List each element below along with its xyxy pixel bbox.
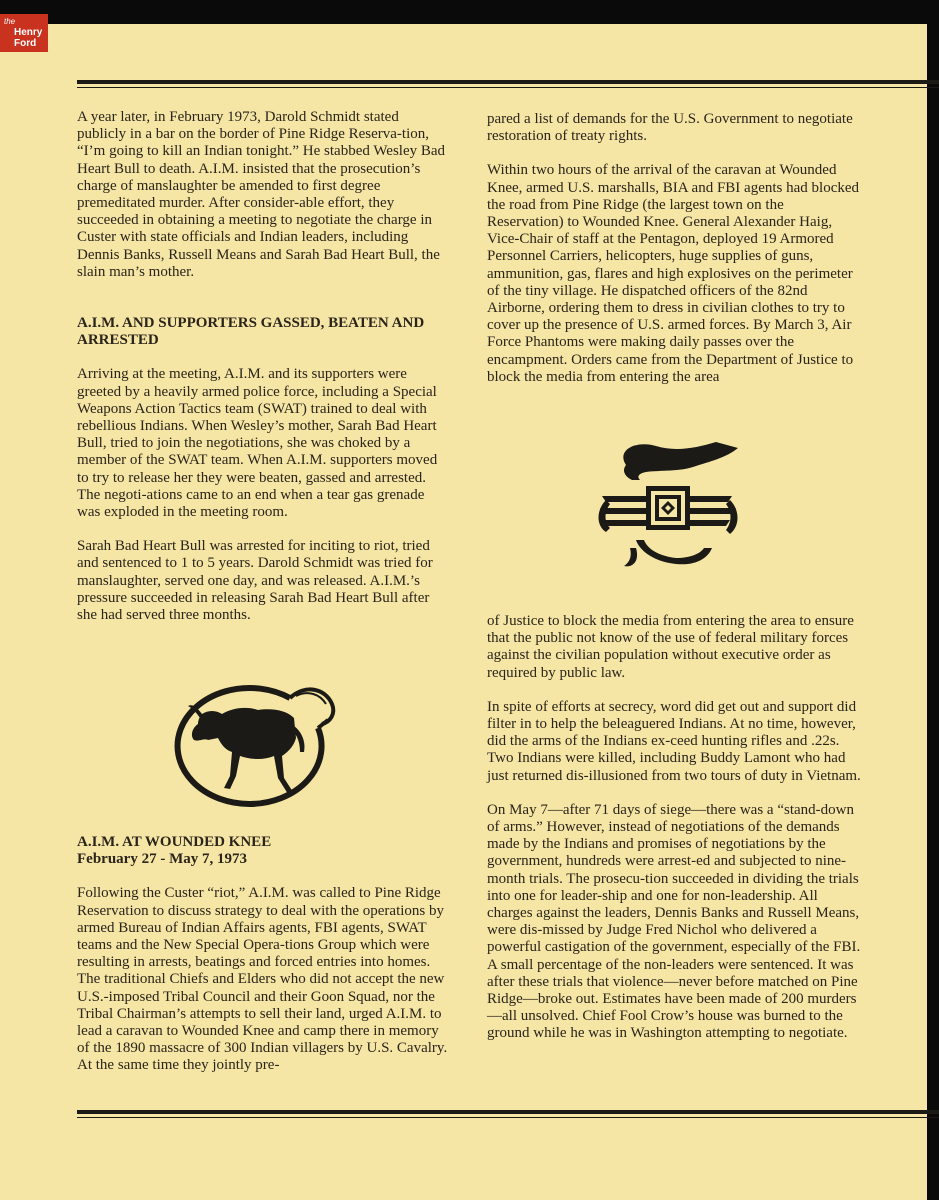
top-double-rule (77, 80, 939, 88)
left-paragraph-3: Sarah Bad Heart Bull was arrested for inciting to riot, tried and sentenced to 1 to 5 years. Darold Schmidt was tried for manslaughter, served one day, and was released. A.I.M.’s pressure succeeded in releasing Sarah Bad Heart Bull after she had served three months. (77, 538, 433, 624)
section-heading-wounded-knee (77, 834, 449, 868)
right-paragraph-2: Within two hours of the arrival of the caravan at Wounded Knee, armed U.S. marshalls, BIA and FBI agents had blocked the road from Pine Ridge (the largest town on the Reservation) to Wounded Knee. General Alexander Haig, Vice-Chair of staff at the Pentagon, deployed 19 Armored Personnel Carriers, helicopters, huge supplies of guns, ammunition, gas, flares and high explosives on the perimeter of the tiny village. He dispatched officers of the 82nd Airborne, ordering them to dress in civilian clothes to try to cover up the presence of U.S. armed forces. By March 3, Air Force Phantoms were making daily passes over the encampment. Orders came from the Department of Justice to block the media from entering the area (487, 162, 860, 385)
left-paragraph-4: Following the Custer “riot,” A.I.M. was called to Pine Ridge Reservation to discuss strategy to deal with the operations by armed Bureau of Indian Affairs agents, FBI agents, SWAT teams and the New Special Opera-tions Group which were resulting in arrests, beatings and forced entries into homes. The traditional Chiefs and Elders who did not accept the new U.S.-imposed Tribal Council and their Goon Squad, nor the Tribal Chairman’s attempts to sell their land, urged A.I.M. to lead a caravan to Wounded Knee and camp there in memory of the 1890 massacre of 300 Indian villagers by U.S. Cavalry. At the same time they jointly pre- (77, 885, 448, 1074)
right-column-top (487, 111, 862, 403)
section-heading-gassed: A.I.M. AND SUPPORTERS GASSED, BEATEN AND ARRESTED (77, 315, 425, 349)
left-column-top (77, 109, 449, 641)
logo-line-3: Ford (14, 38, 37, 49)
right-paragraph-1: pared a list of demands for the U.S. Government to negotiate restoration of treaty rights. (487, 111, 853, 145)
heading-wounded-knee-title: A.I.M. AT WOUNDED KNEE (77, 834, 272, 850)
left-paragraph-1: A year later, in February 1973, Darold Schmidt stated publicly in a bar on the border of Pine Ridge Reserva-tion, “I’m going to kill an Indian tonight.” He stabbed Wesley Bad Heart Bull to death. A.I.M. insisted that the prosecution’s charge of manslaughter be amended to first degree premeditated murder. After consider-able effort, they succeeded in obtaining a meeting to negotiate the charge in Custer with state officials and Indian leaders, including Dennis Banks, Russell Means and Sarah Bad Heart Bull, the slain man’s mother. (77, 109, 446, 280)
right-column-bottom (487, 613, 862, 1060)
logo-line-1: the (4, 17, 16, 26)
left-column-bottom (77, 834, 449, 1092)
bottom-double-rule (77, 1110, 939, 1118)
scan-top-border (0, 0, 939, 24)
right-paragraph-4: In spite of efforts at secrecy, word did get out and support did filter in to help the beleaguered Indians. At no time, however, did the arms of the Indians ex-ceed hunting rifles and .22s. Two Indians were killed, including Buddy Lamont who had just returned dis-illusioned from two tours of duty in Vietnam. (487, 698, 861, 784)
right-paragraph-5: On May 7—after 71 days of siege—there was a “stand-down of arms.” However, instead of negotiations of the demands made by the Indians and promises of negotiations by the government, hundreds were arrest-ed and subjected to nine-month trials. The prosecu-tion succeeded in dividing the trials into one for leader-ship and one for non-leadership. All charges against the leaders, Dennis Banks and Russell Means, were dis-missed by Judge Fred Nichol who delivered a powerful castigation of the government, especially of the FBI. A small percentage of the non-leaders were sentenced. It was after these trials that violence—never before matched on Pine Ridge—broke out. Estimates have been made of 200 murders—all unsolved. Chief Fool Crow’s house was burned to the ground while he was in Washington attempting to negotiate. (487, 801, 861, 1042)
heading-wounded-knee-dates: February 27 - May 7, 1973 (77, 851, 247, 868)
logo-line-2: Henry (14, 27, 43, 38)
tribal-bird-emblem-icon (596, 440, 741, 570)
left-paragraph-2: Arriving at the meeting, A.I.M. and its supporters were greeted by a heavily armed police force, including a Special Weapons Action Tactics team (SWAT) trained to deal with rebellious Indians. When Wesley’s mother, Sarah Bad Heart Bull, tried to join the negotiations, she was choked by a member of the SWAT team. When A.I.M. supporters moved to try to release her they were beaten, gassed and arrested. The negoti-ations came to an end when a tear gas grenade was exploded in the meeting room. (77, 366, 438, 521)
right-paragraph-3: of Justice to block the media from entering the area to ensure that the public not know of the use of federal military forces against the civilian population without executive order as required by public law. (487, 613, 854, 681)
scan-right-border (927, 0, 939, 1200)
buffalo-emblem-icon (160, 676, 340, 816)
henry-ford-logo (0, 14, 48, 52)
